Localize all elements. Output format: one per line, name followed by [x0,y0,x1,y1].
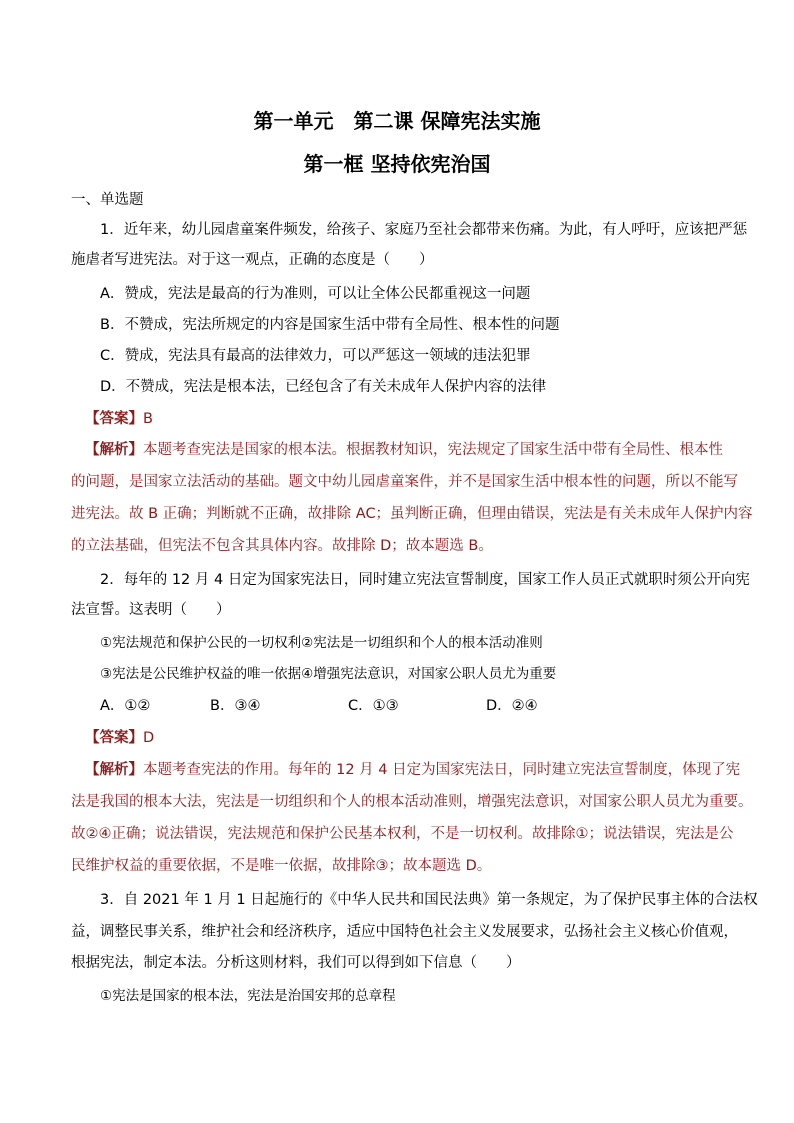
q2-analysis-line-1 [85,760,740,780]
q1-option-b: B．不赞成，宪法所规定的内容是国家生活中带有全局性、根本性的问题 [100,317,560,333]
q2-option-d: D．②④ [486,698,538,714]
q1-option-a: A．赞成，宪法是最高的行为准则，可以让全体公民都重视这一问题 [100,286,531,302]
analysis-text: 本题考查宪法是国家的根本法。根据教材知识，宪法规定了国家生活中带有全局性、根本性 [143,442,723,458]
section-title: 第一框 坚持依宪治国 [303,152,491,176]
question-type-heading: 一、单选题 [71,192,144,208]
q2-option-b: B．③④ [210,698,261,714]
q3-stem-line-2: 益，调整民事关系，维护社会和经济秩序，适应中国特色社会主义发展要求，弘扬社会主义核心价值观， [71,924,738,940]
analysis-tag: 【解析】 [85,442,143,458]
answer-value: D [143,730,155,746]
q1-analysis-line-3: 进宪法。故 B 正确；判断就不正确，故排除 AC；虽判断正确，但理由错误，宪法是有关未成年人保护内容 [71,506,753,522]
q2-stem-line-2: 法宣誓。这表明（ ） [71,602,231,618]
answer-value: B [143,411,153,427]
answer-tag: 【答案】 [85,730,143,746]
q3-statement-line-1: ①宪法是国家的根本法，宪法是治国安邦的总章程 [100,988,396,1004]
q1-stem-line-1: 1．近年来，幼儿园虐童案件频发，给孩子、家庭乃至社会都带来伤痛。为此，有人呼吁，应该把严惩 [100,222,748,238]
q1-analysis-line-1 [85,440,723,460]
q2-stem-line-1: 2．每年的 12 月 4 日定为国家宪法日，同时建立宪法宣誓制度，国家工作人员正式就职时须公开向宪 [100,572,750,588]
q2-answer [85,728,154,748]
analysis-tag: 【解析】 [85,762,143,778]
q2-option-a: A．①② [100,698,151,714]
q1-stem-line-2: 施虐者写进宪法。对于这一观点，正确的态度是（ ） [71,252,434,268]
q2-statement-line-2: ③宪法是公民维护权益的唯一依据④增强宪法意识，对国家公职人员尤为重要 [100,666,557,682]
q1-analysis-line-4: 的立法基础，但宪法不包含其具体内容。故排除 D；故本题选 B。 [71,538,493,554]
q3-stem-line-1: 3．自 2021 年 1 月 1 日起施行的《中华人民共和国民法典》第一条规定，为了保护民事主体的合法权 [100,892,758,908]
answer-tag: 【答案】 [85,411,143,427]
q2-analysis-line-2: 法是我国的根本大法，宪法是一切组织和个人的根本活动准则，增强宪法意识，对国家公职人员尤为重要。 [71,794,753,810]
q1-option-d: D．不赞成，宪法是根本法，已经包含了有关未成年人保护内容的法律 [100,379,547,395]
q2-analysis-line-4: 民维护权益的重要依据，不是唯一依据，故排除③；故本题选 D。 [71,858,492,874]
analysis-text: 本题考查宪法的作用。每年的 12 月 4 日定为国家宪法日，同时建立宪法宣誓制度，体现了宪 [143,762,741,778]
q2-analysis-line-3: 故②④正确；说法错误，宪法规范和保护公民基本权利，不是一切权利。故排除①；说法错误，宪法是公 [71,826,734,842]
q1-answer [85,409,153,429]
lesson-title: 第一单元 第二课 保障宪法实施 [253,109,541,133]
q2-option-c: C．①③ [348,698,399,714]
q1-analysis-line-2: 的问题，是国家立法活动的基础。题文中幼儿园虐童案件，并不是国家生活中根本性的问题，所以不能写 [71,474,738,490]
q2-statement-line-1: ①宪法规范和保护公民的一切权利②宪法是一切组织和个人的根本活动准则 [100,635,543,651]
q3-stem-line-3: 根据宪法，制定本法。分析这则材料，我们可以得到如下信息（ ） [71,955,521,971]
q1-option-c: C．赞成，宪法具有最高的法律效力，可以严惩这一领域的违法犯罪 [100,348,531,364]
